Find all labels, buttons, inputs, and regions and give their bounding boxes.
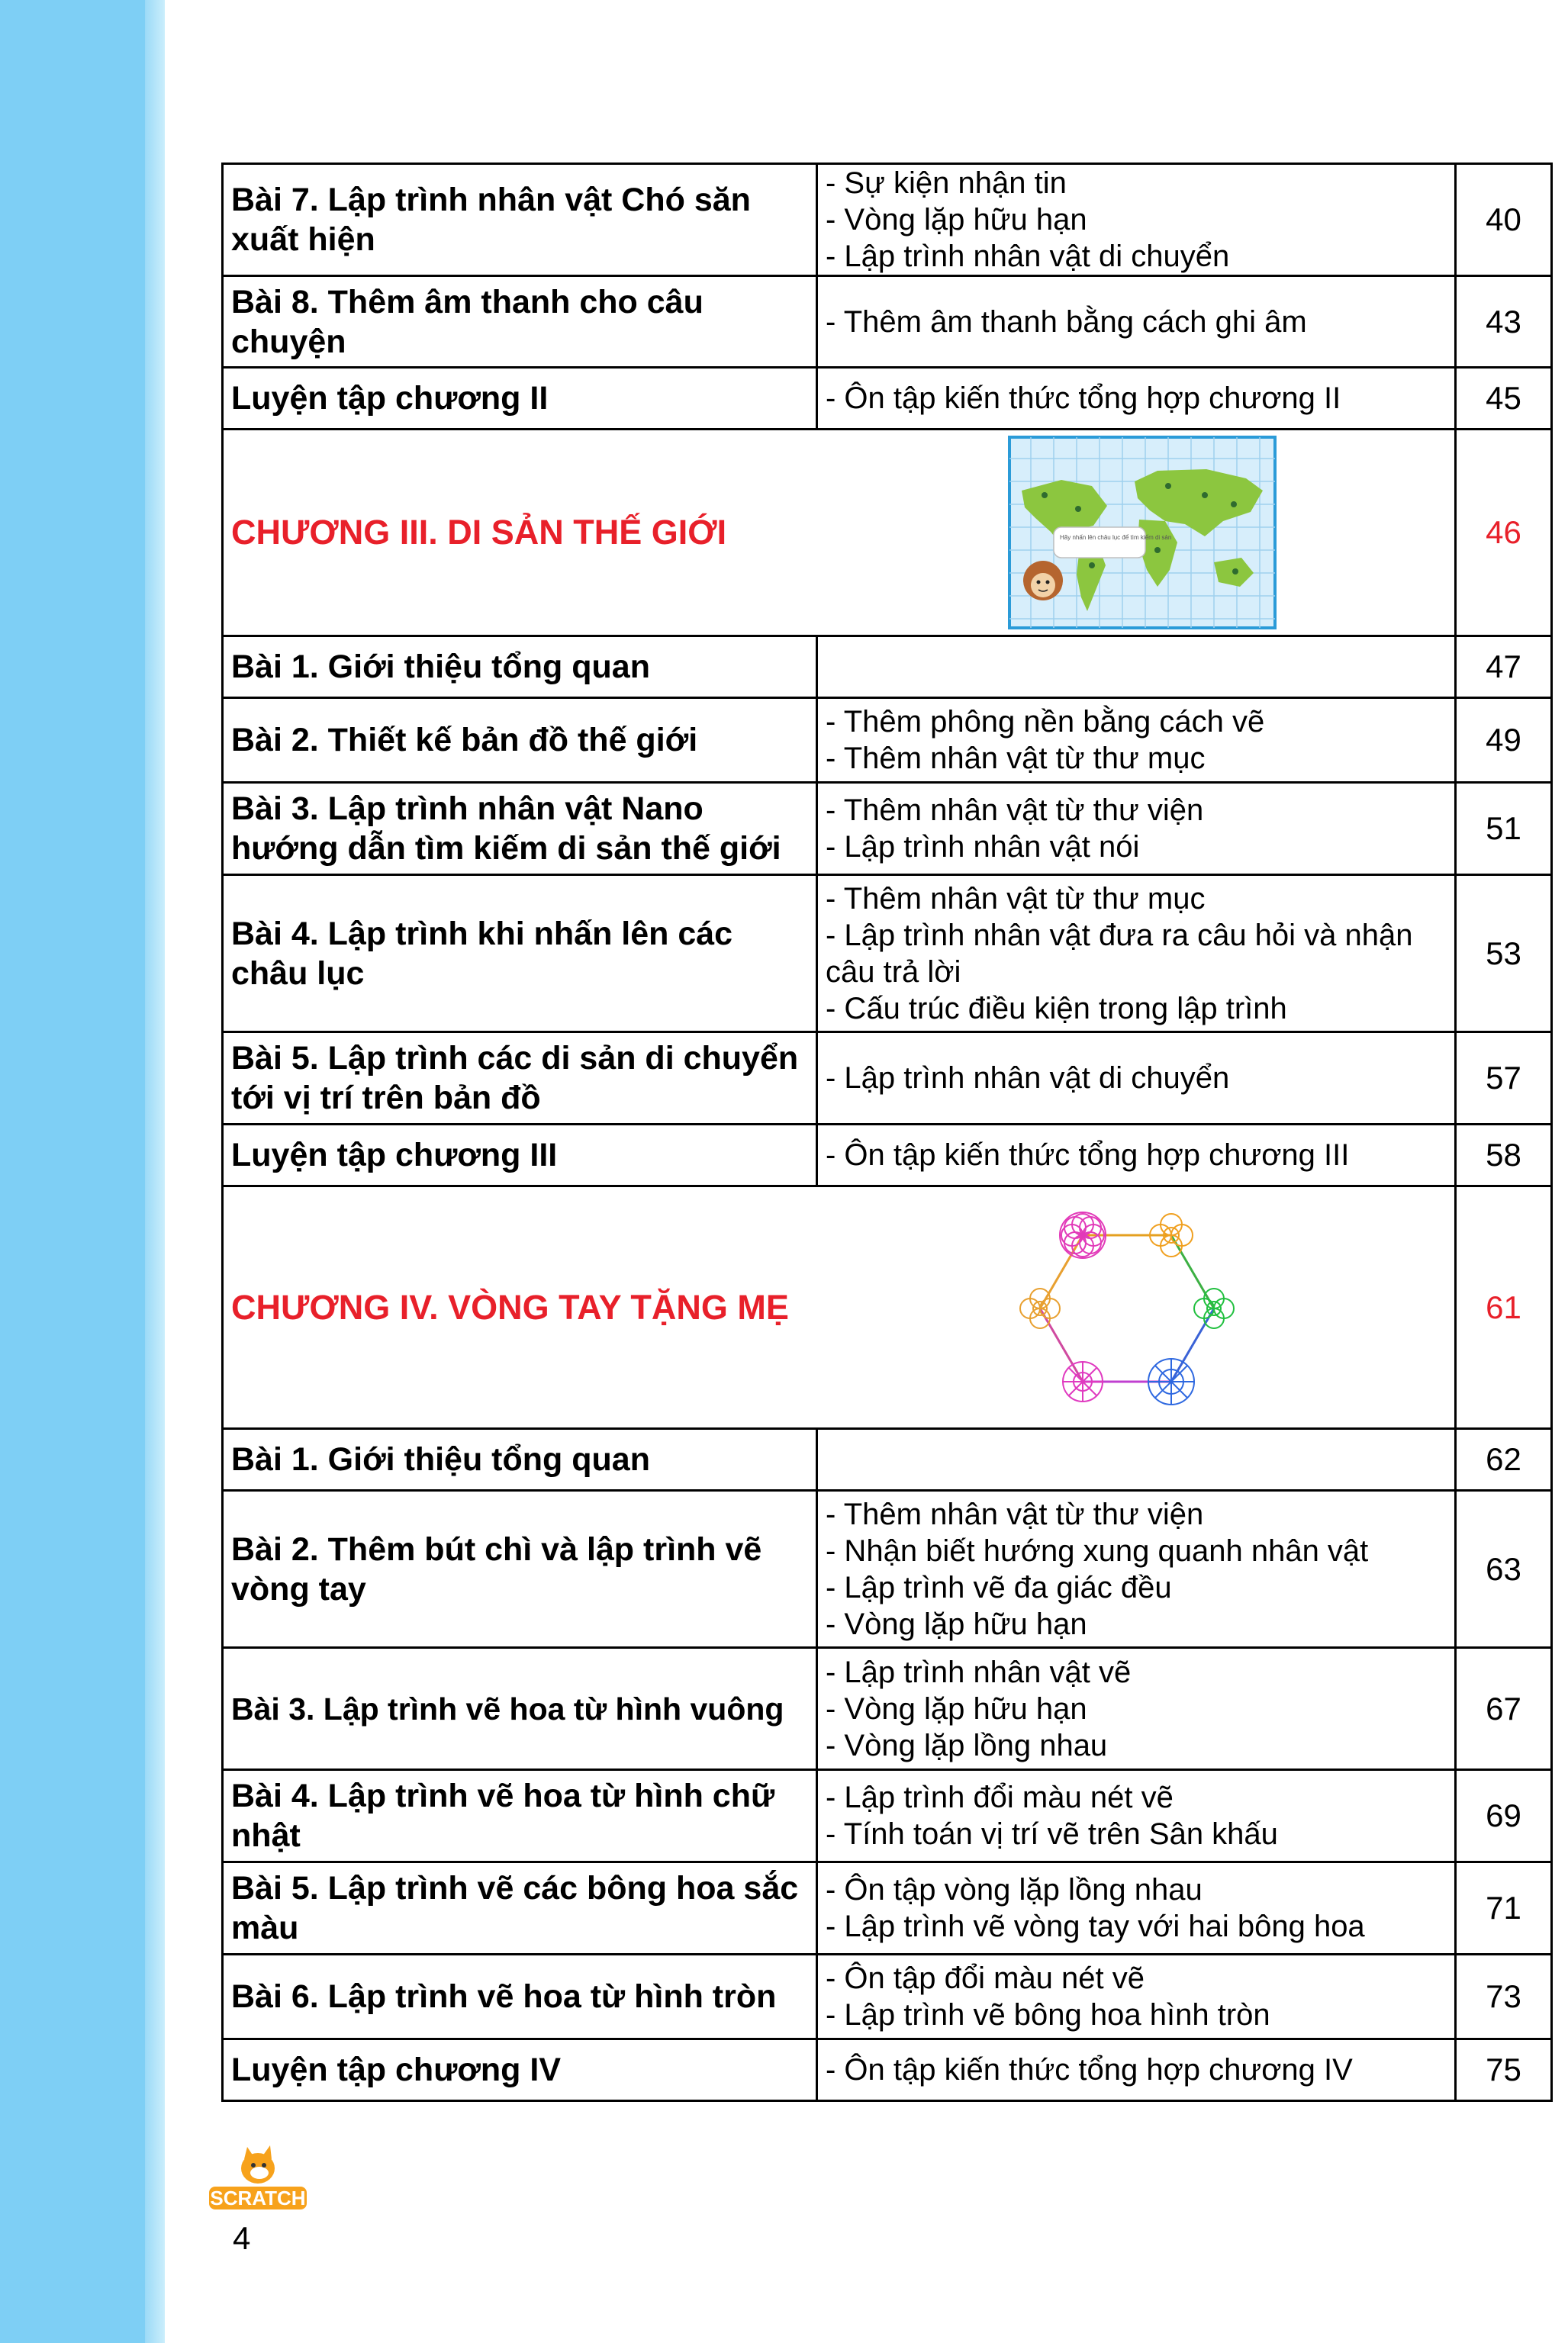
table-row <box>223 164 1552 276</box>
page-ref: 51 <box>1456 783 1552 875</box>
content-line: - Ôn tập vòng lặp lồng nhau <box>826 1873 1203 1907</box>
content-line: - Lập trình nhân vật nói <box>826 830 1140 864</box>
lesson-title: Bài 6. Lập trình vẽ hoa từ hình tròn <box>223 1955 817 2039</box>
page-ref: 49 <box>1456 698 1552 783</box>
table-row <box>223 636 1552 698</box>
content-line: - Thêm âm thanh bằng cách ghi âm <box>826 304 1307 339</box>
page-ref: 71 <box>1456 1862 1552 1955</box>
lesson-content <box>817 2039 1456 2101</box>
lesson-content <box>817 368 1456 430</box>
lesson-content <box>817 164 1456 276</box>
table-row <box>223 1429 1552 1491</box>
content-line: - Thêm nhân vật từ thư viện <box>826 793 1204 827</box>
page-ref: 58 <box>1456 1125 1552 1186</box>
lesson-content <box>817 636 1456 698</box>
page-ref: 73 <box>1456 1955 1552 2039</box>
lesson-content <box>817 875 1456 1032</box>
chapter-row <box>223 430 1552 636</box>
content-line: - Thêm nhân vật từ thư mục <box>826 742 1206 775</box>
flower-pink-top <box>1060 1212 1106 1258</box>
scratch-logo <box>204 2136 311 2220</box>
page-ref: 57 <box>1456 1032 1552 1125</box>
content-line: - Ôn tập kiến thức tổng hợp chương III <box>826 1138 1350 1172</box>
chapter-title: CHƯƠNG III. DI SẢN THẾ GIỚI <box>223 430 817 636</box>
lesson-content <box>817 1955 1456 2039</box>
page-ref: 69 <box>1456 1770 1552 1862</box>
lesson-content <box>817 1491 1456 1648</box>
lesson-content <box>817 1862 1456 1955</box>
chapter-image-cell <box>817 1186 1456 1429</box>
content-line: - Cấu trúc điều kiện trong lập trình <box>826 991 1287 1025</box>
lesson-content <box>817 1125 1456 1186</box>
table-row <box>223 1955 1552 2039</box>
lesson-title: Luyện tập chương II <box>223 368 817 430</box>
content-line: - Thêm nhân vật từ thư viện <box>826 1497 1204 1531</box>
content-line: - Lập trình vẽ bông hoa hình tròn <box>826 1998 1270 2032</box>
page-ref: 75 <box>1456 2039 1552 2101</box>
table-row <box>223 1491 1552 1648</box>
page-ref: 46 <box>1456 430 1552 636</box>
lesson-content <box>817 783 1456 875</box>
content-line: - Vòng lặp hữu hạn <box>826 1691 1087 1726</box>
chapter-image-cell <box>817 430 1456 636</box>
content-line: - Lập trình nhân vật đưa ra câu hỏi và nhận câu trả lời <box>826 918 1413 989</box>
lesson-title: Bài 2. Thêm bút chì và lập trình vẽ vòng tay <box>223 1491 817 1648</box>
lesson-title: Luyện tập chương IV <box>223 2039 817 2101</box>
lesson-title: Bài 4. Lập trình vẽ hoa từ hình chữ nhật <box>223 1770 817 1862</box>
table-row <box>223 1770 1552 1862</box>
flower-blue-bottom <box>1148 1359 1194 1405</box>
lesson-content <box>817 698 1456 783</box>
lesson-content <box>817 1770 1456 1862</box>
lesson-title: Bài 2. Thiết kế bản đồ thế giới <box>223 698 817 783</box>
table-row <box>223 368 1552 430</box>
map-callout-text: Hãy nhấn lên châu lục để tìm kiếm di sản <box>1059 534 1171 541</box>
table-row <box>223 276 1552 368</box>
lesson-title: Bài 4. Lập trình khi nhấn lên các châu lục <box>223 875 817 1032</box>
lesson-title: Bài 5. Lập trình các di sản di chuyển tới vị trí trên bản đồ <box>223 1032 817 1125</box>
content-line: - Lập trình đổi màu nét vẽ <box>826 1781 1174 1814</box>
lesson-title: Bài 8. Thêm âm thanh cho câu chuyện <box>223 276 817 368</box>
table-row <box>223 875 1552 1032</box>
table-row <box>223 1862 1552 1955</box>
table-row <box>223 698 1552 783</box>
flower-bracelet-illustration <box>1011 1197 1263 1418</box>
table-row <box>223 783 1552 875</box>
lesson-title: Luyện tập chương III <box>223 1125 817 1186</box>
content-line: - Lập trình nhân vật di chuyển <box>826 1061 1230 1095</box>
chapter-title: CHƯƠNG IV. VÒNG TAY TẶNG MẸ <box>223 1186 817 1429</box>
content-line: - Nhận biết hướng xung quanh nhân vật <box>826 1534 1369 1568</box>
content-line: - Lập trình vẽ đa giác đều <box>826 1570 1172 1604</box>
content-line: - Vòng lặp lồng nhau <box>826 1728 1108 1762</box>
page-ref: 67 <box>1456 1648 1552 1770</box>
page-ref: 43 <box>1456 276 1552 368</box>
table-row <box>223 1125 1552 1186</box>
page-ref: 45 <box>1456 368 1552 430</box>
page-ref: 47 <box>1456 636 1552 698</box>
lesson-content <box>817 1648 1456 1770</box>
lesson-content <box>817 276 1456 368</box>
lesson-title: Bài 1. Giới thiệu tổng quan <box>223 636 817 698</box>
table-row <box>223 2039 1552 2101</box>
table-row <box>223 1032 1552 1125</box>
content-line: - Lập trình nhân vật di chuyển <box>826 240 1230 273</box>
page-ref: 53 <box>1456 875 1552 1032</box>
content-line: - Thêm nhân vật từ thư mục <box>826 881 1206 916</box>
page-ref: 40 <box>1456 164 1552 276</box>
content-line: - Vòng lặp hữu hạn <box>826 203 1087 237</box>
lesson-title: Bài 5. Lập trình vẽ các bông hoa sắc màu <box>223 1862 817 1955</box>
lesson-content <box>817 1032 1456 1125</box>
lesson-title: Bài 3. Lập trình nhân vật Nano hướng dẫn tìm kiếm di sản thế giới <box>223 783 817 875</box>
content-line: - Ôn tập kiến thức tổng hợp chương IV <box>826 2053 1353 2087</box>
content-line: - Tính toán vị trí vẽ trên Sân khấu <box>826 1817 1278 1851</box>
lesson-title: Bài 1. Giới thiệu tổng quan <box>223 1429 817 1491</box>
side-band-highlight <box>145 0 165 2343</box>
chapter-row <box>223 1186 1552 1429</box>
lesson-title: Bài 3. Lập trình vẽ hoa từ hình vuông <box>223 1648 817 1770</box>
logo-text: SCRATCH <box>210 2187 306 2209</box>
page-ref: 62 <box>1456 1429 1552 1491</box>
content-line: - Sự kiện nhận tin <box>826 166 1067 200</box>
page-ref: 61 <box>1456 1186 1552 1429</box>
page-number: 4 <box>233 2220 251 2256</box>
content-line: - Thêm phông nền bằng cách vẽ <box>826 705 1265 739</box>
content-line: - Lập trình nhân vật vẽ <box>826 1655 1132 1689</box>
flower-orange-left <box>1020 1289 1060 1328</box>
content-line: - Lập trình vẽ vòng tay với hai bông hoa <box>826 1910 1365 1943</box>
side-color-band <box>0 0 165 2343</box>
content-line: - Ôn tập kiến thức tổng hợp chương II <box>826 381 1341 415</box>
lesson-title: Bài 7. Lập trình nhân vật Chó săn xuất hiện <box>223 164 817 276</box>
lesson-content <box>817 1429 1456 1491</box>
page-ref: 63 <box>1456 1491 1552 1648</box>
flower-magenta-bottom <box>1063 1362 1103 1402</box>
content-line: - Vòng lặp hữu hạn <box>826 1607 1087 1641</box>
world-map-illustration <box>1008 436 1277 629</box>
content-line: - Ôn tập đổi màu nét vẽ <box>826 1962 1145 1995</box>
table-row <box>223 1648 1552 1770</box>
table-of-contents <box>221 163 1553 2102</box>
flower-green-right <box>1194 1289 1234 1328</box>
